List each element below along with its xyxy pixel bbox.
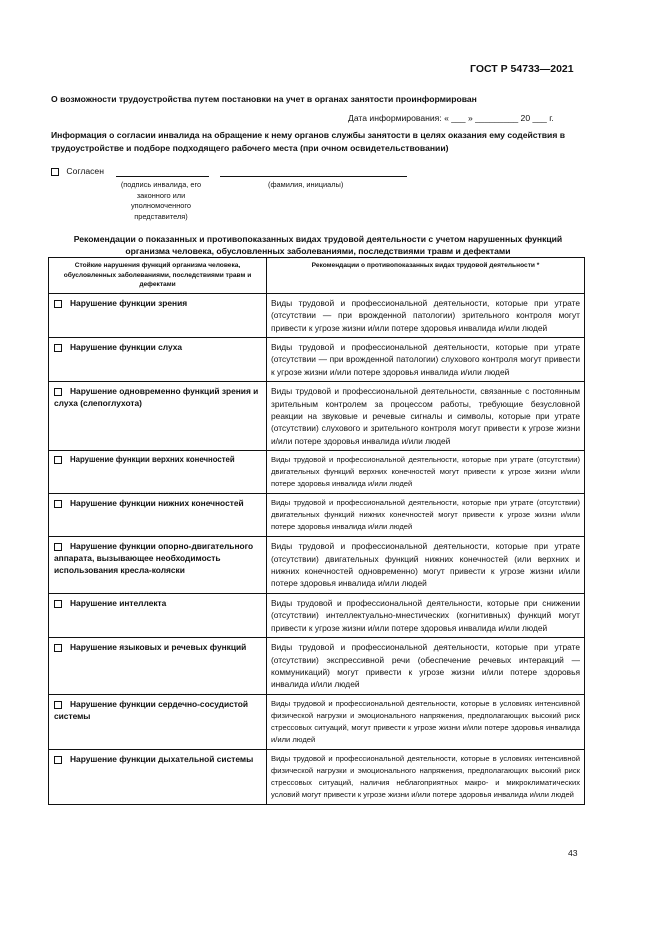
table-row xyxy=(49,593,584,637)
row-text: Виды трудовой и профессиональной деятельности, которые в условиях интенсивной физической нагрузки и эмоционального напряжения, предполагающих высокий риск стрессовых ситуаций, наличия неблагоприятных макро- и микроклиматических условий могут привести к угрозе жизни и/или потере здоровья инвалида и/или людей xyxy=(271,753,580,799)
agree-checkbox[interactable] xyxy=(51,168,59,176)
row-checkbox[interactable] xyxy=(54,388,62,396)
col2-header: Рекомендации о противопоказанных видах трудовой деятельности * xyxy=(311,262,540,269)
table-row xyxy=(49,749,584,804)
row-text: Виды трудовой и профессиональной деятельности, которые при снижении (отсутствии) интеллектуально-мнестических (когнитивных) функций могут привести к угрозе жизни и/или потере здоровья инвалида и/или людей xyxy=(271,597,580,633)
table-header-row xyxy=(49,258,584,293)
row-label: Нарушение функции зрения xyxy=(70,297,188,308)
row-checkbox[interactable] xyxy=(54,644,62,652)
row-text: Виды трудовой и профессиональной деятельности, связанные с постоянным зрительным контролем за процессом работы, требующие безусловной реакции на звуковые и речевые сигналы и символы, которые при утрате (отсутствии) слухового и зрительного контроля могут привести к угрозе жизни и/или потере здоровья инвалида и/или людей xyxy=(271,386,580,446)
row-label: Нарушение интеллекта xyxy=(70,597,167,608)
row-text: Виды трудовой и профессиональной деятельности, которые при утрате (отсутствии) двигательных функций нижних конечностей могут привести к угрозе жизни и/или потере здоровья инвалида и/или людей xyxy=(271,498,580,532)
row-label: Нарушение функции сердечно-сосудистой системы xyxy=(54,698,249,721)
recommendations-table xyxy=(48,257,585,805)
row-checkbox[interactable] xyxy=(54,600,62,608)
row-text: Виды трудовой и профессиональной деятельности, которые при утрате (отсутствии) двигательных функций нижних конечностей (или верхних и нижних конечностей одновременно) могут привести к угрозе жизни и/или потере здоровья инвалида и/или людей xyxy=(271,541,580,589)
table-row xyxy=(49,337,584,381)
standard-number: ГОСТ Р 54733—2021 xyxy=(470,63,574,75)
agree-label: Согласен xyxy=(66,166,104,176)
signature-caption: (подпись инвалида, его законного или уполномоченного представителя) xyxy=(120,180,202,221)
row-label: Нарушение функции нижних конечностей xyxy=(70,498,244,509)
row-label: Нарушение функции опорно-двигательного аппарата, вызывающее необходимость использования кресла-коляски xyxy=(54,541,254,576)
row-label: Нарушение функции дыхательной системы xyxy=(70,753,254,764)
table-row xyxy=(49,536,584,593)
row-text: Виды трудовой и профессиональной деятельности, которые при утрате (отсутствии) двигательных функций верхних конечностей могут привести к угрозе жизни и/или потере здоровья инвалида и/или людей xyxy=(271,455,580,489)
table-row xyxy=(49,381,584,450)
consent-agree-row xyxy=(51,166,104,176)
row-checkbox[interactable] xyxy=(54,701,62,709)
recommendations-title: Рекомендации о показанных и противопоказанных видах трудовой деятельности с учетом нарушенных функций организма человека, обусловленных заболеваниями, последствиями травм и дефектами xyxy=(73,234,563,256)
table-row xyxy=(49,694,584,749)
table-row xyxy=(49,637,584,694)
table-row xyxy=(49,293,584,337)
row-text: Виды трудовой и профессиональной деятельности, которые при утрате (отсутствии) экспрессивной речи (обеспечение речевых интеракций — коммуникаций) могут привести к угрозе жизни и/или потере здоровья инвалида и/или людей xyxy=(271,642,580,690)
row-checkbox[interactable] xyxy=(54,756,62,764)
row-checkbox[interactable] xyxy=(54,543,62,551)
row-label: Нарушение языковых и речевых функций xyxy=(70,642,247,653)
info-date-line: Дата информирования: « ___ » _________ 20 ___ г. xyxy=(348,113,554,123)
row-checkbox[interactable] xyxy=(54,300,62,308)
row-checkbox[interactable] xyxy=(54,500,62,508)
page-number: 43 xyxy=(568,848,578,858)
signature-line[interactable] xyxy=(116,176,209,177)
row-text: Виды трудовой и профессиональной деятельности, которые при утрате (отсутствии — при врожденной патологии) слухового контроля могут привести к угрозе жизни и/или потере здоровья инвалида и/или людей xyxy=(271,342,580,377)
row-label: Нарушение функции слуха xyxy=(70,342,183,352)
name-caption: (фамилия, инициалы) xyxy=(268,180,344,189)
row-checkbox[interactable] xyxy=(54,456,62,464)
row-text: Виды трудовой и профессиональной деятельности, которые в условиях интенсивной физической нагрузки и эмоционального напряжения, предполагающих высокий риск стрессовых ситуаций, могут привести к угрозе жизни и/или потере здоровья инвалида и/или людей xyxy=(271,698,580,744)
name-line[interactable] xyxy=(220,176,407,177)
row-label: Нарушение одновременно функций зрения и слуха (слепоглухота) xyxy=(54,386,259,409)
col1-header: Стойкие нарушения функций организма человека, обусловленных заболеваниями, последствиями травм и дефектами xyxy=(49,258,267,293)
row-checkbox[interactable] xyxy=(54,344,62,352)
info-title: О возможности трудоустройства путем постановки на учет в органах занятости проинформирован xyxy=(51,94,477,104)
consent-title: Информация о согласии инвалида на обращение к нему органов службы занятости в целях оказания ему содействия в трудоустройстве и подборе подходящего рабочего места (при очном освидетельствовании) xyxy=(51,130,566,153)
table-row xyxy=(49,493,584,536)
row-label: Нарушение функции верхних конечностей xyxy=(70,455,235,465)
row-text: Виды трудовой и профессиональной деятельности, которые при утрате (отсутствии — при врожденной патологии) зрительного контроля могут привести к угрозе жизни и/или потере здоровья инвалида и/или людей xyxy=(271,297,580,333)
table-row xyxy=(49,450,584,493)
